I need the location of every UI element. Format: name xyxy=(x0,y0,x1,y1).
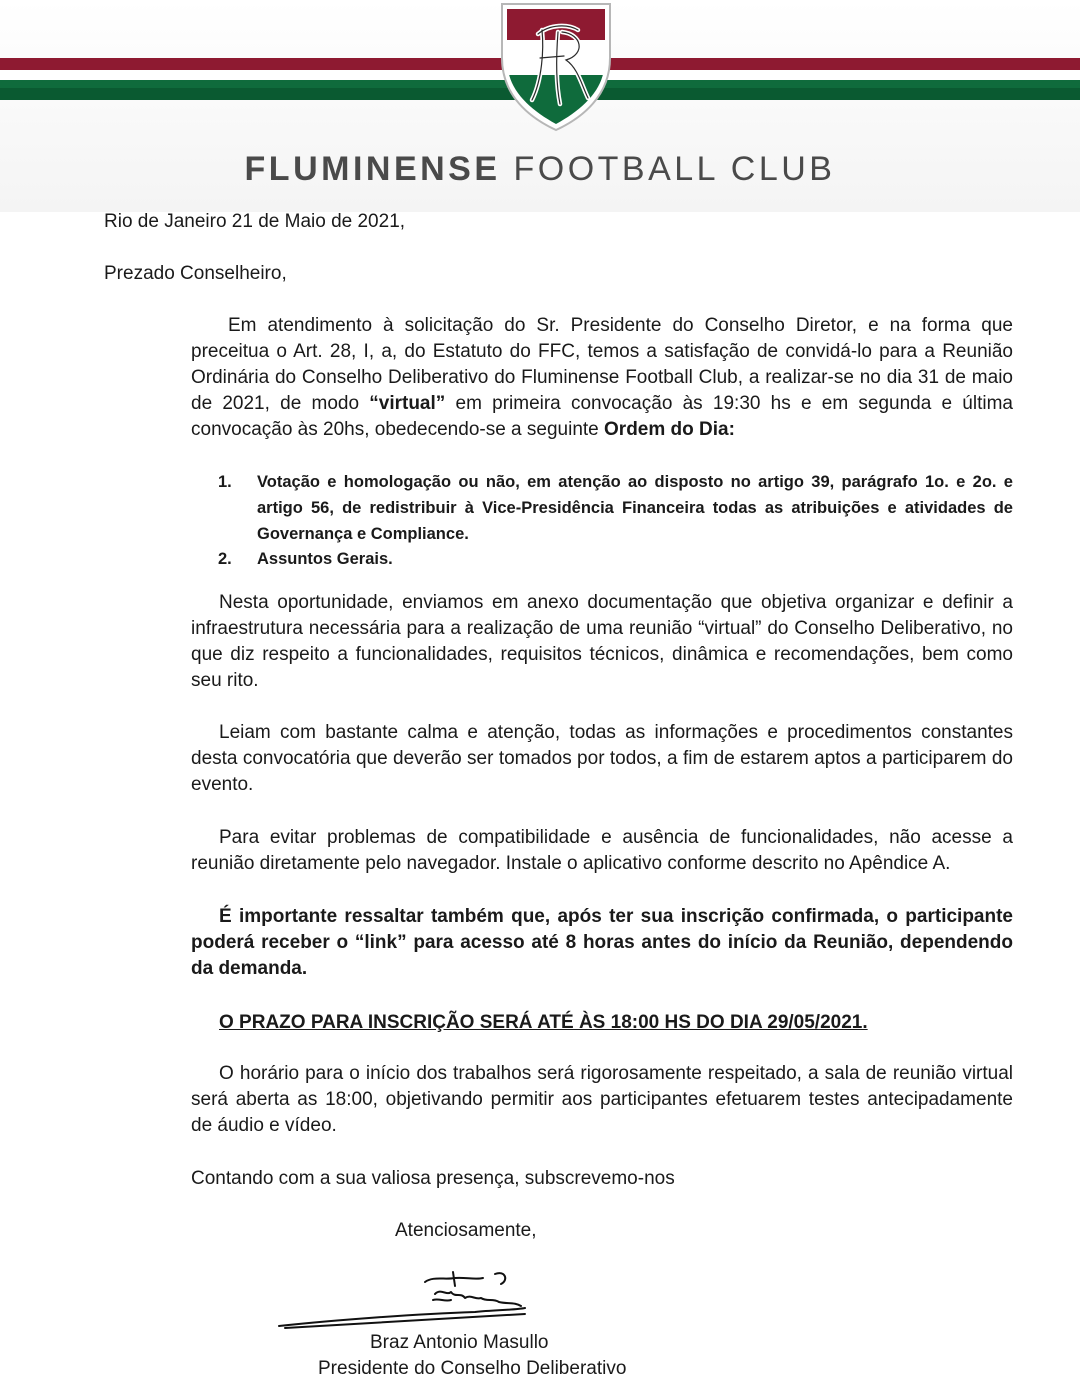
paragraph-importante: É importante ressaltar também que, após ter sua inscrição confirmada, o participante poderá receber o “link” para acesso até 8 horas antes do início da Reunião, dependendo da demanda. xyxy=(191,906,1013,979)
signatory-title: Presidente do Conselho Deliberativo xyxy=(318,1358,627,1379)
agenda-item-text: Assuntos Gerais. xyxy=(257,550,393,568)
date-line: Rio de Janeiro 21 de Maio de 2021, xyxy=(104,211,406,232)
letterhead-club-name xyxy=(0,150,1080,189)
agenda-item xyxy=(218,469,1013,547)
club-crest-icon xyxy=(498,0,614,132)
intro-mid: em primeira convocação às 19:30 hs e em segunda e última convocação às 20hs, obedecendo-se a seguinte xyxy=(191,393,1013,440)
paragraph-oportunidade: Nesta oportunidade, enviamos em anexo documentação que objetiva organizar e definir a infraestrutura necessária para a realização de uma reunião “virtual” do Conselho Deliberativo, no que diz respeito a funcionalidades, requisitos técnicos, dinâmica e recomendações, bem como seu rito. xyxy=(191,592,1013,691)
agenda-item-number: 2. xyxy=(218,550,232,568)
signatory-name: Braz Antonio Masullo xyxy=(370,1332,549,1353)
agenda-item-number: 1. xyxy=(218,473,232,491)
paragraph-evitar: Para evitar problemas de compatibilidade e ausência de funcionalidades, não acesse a reunião diretamente pelo navegador. Instale o aplicativo conforme descrito no Apêndice A. xyxy=(191,827,1013,874)
paragraph-leiam: Leiam com bastante calma e atenção, todas as informações e procedimentos constantes desta convocatória que deverão ser tomados por todos, a fim de estarem aptos a participarem do evento. xyxy=(191,722,1013,795)
deadline-notice: O PRAZO PARA INSCRIÇÃO SERÁ ATÉ ÀS 18:00 HS DO DIA 29/05/2021. xyxy=(219,1012,868,1033)
valediction: Atenciosamente, xyxy=(395,1220,537,1241)
club-name-rest: FOOTBALL CLUB xyxy=(500,150,836,188)
intro-ordem-do-dia: Ordem do Dia: xyxy=(604,419,735,440)
intro-paragraph xyxy=(191,313,1013,443)
agenda-item xyxy=(218,546,1013,572)
letterhead xyxy=(0,0,1080,212)
handwritten-signature xyxy=(275,1268,535,1338)
club-name-bold: FLUMINENSE xyxy=(244,150,501,188)
paragraph-horario: O horário para o início dos trabalhos será rigorosamente respeitado, a sala de reunião virtual será aberta as 18:00, objetivando permitir aos participantes efetuarem testes antecipadamente de áudio e vídeo. xyxy=(191,1063,1013,1136)
closing-line: Contando com a sua valiosa presença, subscrevemo-nos xyxy=(191,1168,675,1189)
intro-lead: Em atendimento à solicitação do Sr. Presidente do Conselho Diretor, e na forma que preceitua o Art. 28, I, a, do Estatuto do FFC, temos a satisfação de convidá-lo para a Reunião Ordinária do Conselho Deliberativo do Fluminense Football Club, a realizar-se no dia 31 de maio de 2021, de modo xyxy=(191,315,1013,414)
salutation: Prezado Conselheiro, xyxy=(104,263,287,284)
agenda-item-text: Votação e homologação ou não, em atenção ao disposto no artigo 39, parágrafo 1o. e 2o. e artigo 56, de redistribuir à Vice-Presidência Financeira todas as atribuições e atividades de Governança e Compliance. xyxy=(257,473,1013,543)
intro-virtual: “virtual” xyxy=(369,393,446,414)
